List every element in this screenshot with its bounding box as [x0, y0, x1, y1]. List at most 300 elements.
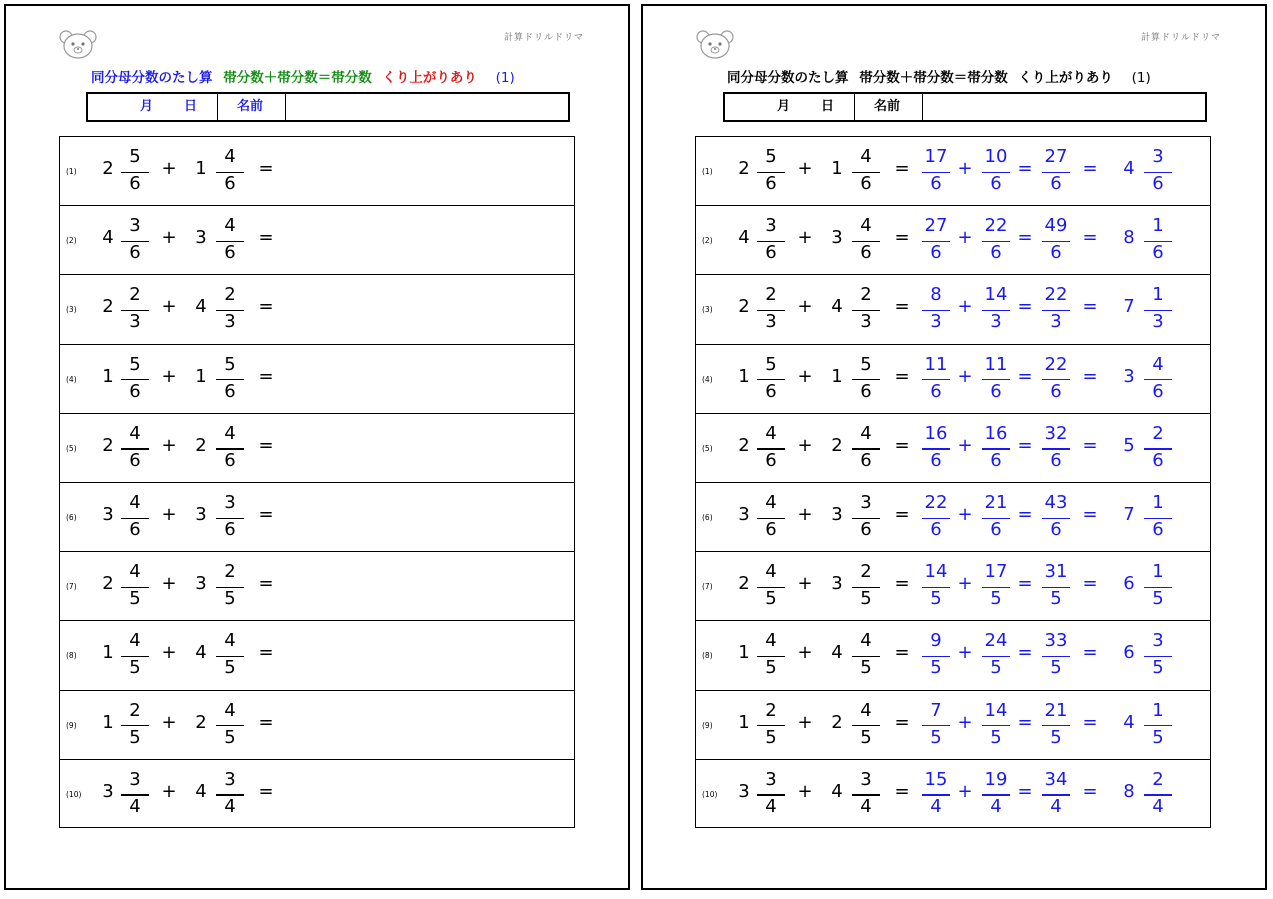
first-fraction-numerator: 4: [129, 561, 141, 583]
first-fraction-numerator: 4: [765, 492, 777, 513]
second-fraction-numerator: 4: [224, 146, 236, 167]
answer-fraction-denominator: 5: [1152, 726, 1164, 748]
second-whole-number: 2: [831, 434, 843, 456]
improper-second-numerator: 16: [984, 422, 1008, 444]
improper-sum-denominator: 4: [1050, 795, 1062, 817]
problem-number: (4): [66, 374, 77, 384]
problem-row: [696, 275, 1210, 344]
second-whole-number: 3: [195, 573, 207, 595]
problem-number: (1): [66, 167, 77, 176]
first-fraction-denominator: 5: [765, 588, 777, 610]
problem-grid: [59, 136, 575, 828]
answer-equals-sign: =: [1017, 780, 1033, 802]
answer-fraction-denominator: 6: [1152, 449, 1164, 471]
plus-sign: +: [161, 365, 177, 387]
first-fraction-numerator: 5: [129, 353, 141, 375]
problem-row: [696, 345, 1210, 414]
plus-sign: +: [161, 642, 177, 664]
improper-sum-denominator: 3: [1050, 311, 1062, 333]
first-fraction-denominator: 5: [129, 588, 141, 610]
answer-fraction-numerator: 3: [1152, 630, 1164, 652]
problem-row: [696, 414, 1210, 483]
plus-sign: +: [797, 504, 813, 525]
answer-plus-sign: +: [957, 158, 973, 179]
first-whole-number: 4: [738, 227, 750, 249]
first-fraction-denominator: 5: [765, 657, 777, 679]
equals-sign: =: [894, 158, 910, 179]
answer-fraction-denominator: 6: [1152, 173, 1164, 194]
improper-first-numerator: 14: [924, 561, 948, 583]
first-fraction-denominator: 6: [765, 519, 777, 540]
answer-fraction-denominator: 3: [1152, 311, 1164, 333]
problem-row: [696, 137, 1210, 206]
first-whole-number: 1: [738, 642, 750, 664]
second-whole-number: 2: [195, 434, 207, 456]
second-fraction-denominator: 6: [224, 173, 236, 194]
final-equals-sign: =: [1082, 434, 1098, 456]
first-fraction-denominator: 4: [129, 795, 141, 817]
answer-fraction-numerator: 2: [1152, 768, 1164, 790]
second-fraction-denominator: 3: [860, 311, 872, 333]
month-label: 月: [777, 99, 791, 114]
problem-row: [60, 345, 574, 414]
problem-row: [696, 621, 1210, 690]
answer-whole-number: 4: [1123, 158, 1135, 179]
second-fraction-denominator: 3: [224, 311, 236, 333]
first-fraction-numerator: 5: [129, 146, 141, 167]
first-whole-number: 2: [102, 434, 114, 456]
improper-first-denominator: 5: [930, 657, 942, 679]
plus-sign: +: [797, 227, 813, 249]
problem-row: [60, 275, 574, 344]
second-fraction-denominator: 6: [224, 449, 236, 471]
first-whole-number: 2: [102, 296, 114, 318]
answer-whole-number: 6: [1123, 642, 1135, 664]
first-fraction-denominator: 5: [129, 657, 141, 679]
problem-row: [696, 691, 1210, 760]
second-fraction-denominator: 5: [860, 588, 872, 610]
second-fraction-denominator: 6: [860, 449, 872, 471]
second-whole-number: 4: [831, 642, 843, 664]
second-fraction-numerator: 4: [860, 215, 872, 237]
second-fraction-denominator: 5: [860, 657, 872, 679]
first-whole-number: 1: [102, 711, 114, 733]
plus-sign: +: [797, 780, 813, 802]
second-fraction-denominator: 6: [860, 380, 872, 402]
second-fraction-numerator: 3: [860, 768, 872, 790]
improper-sum-denominator: 5: [1050, 726, 1062, 748]
first-fraction-denominator: 5: [129, 726, 141, 748]
plus-sign: +: [797, 158, 813, 179]
plus-sign: +: [797, 365, 813, 387]
first-whole-number: 1: [738, 365, 750, 387]
problem-number: (5): [702, 443, 713, 453]
second-fraction-numerator: 4: [224, 422, 236, 444]
first-whole-number: 1: [102, 365, 114, 387]
first-fraction-numerator: 4: [765, 630, 777, 652]
second-fraction-numerator: 2: [224, 284, 236, 306]
problem-row: [696, 760, 1210, 829]
second-fraction-denominator: 5: [224, 726, 236, 748]
equals-sign: =: [258, 780, 274, 802]
answer-plus-sign: +: [957, 296, 973, 318]
plus-sign: +: [797, 711, 813, 733]
improper-first-numerator: 27: [924, 215, 948, 237]
second-fraction-numerator: 4: [860, 699, 872, 721]
second-fraction-denominator: 5: [224, 657, 236, 679]
plus-sign: +: [797, 434, 813, 456]
final-equals-sign: =: [1082, 296, 1098, 318]
answer-plus-sign: +: [957, 504, 973, 525]
problem-number: (3): [66, 305, 77, 315]
first-fraction-denominator: 6: [129, 449, 141, 471]
improper-sum-denominator: 6: [1050, 173, 1062, 194]
problem-number: (8): [702, 651, 713, 661]
improper-second-denominator: 6: [990, 173, 1002, 194]
improper-second-denominator: 5: [990, 588, 1002, 610]
second-whole-number: 1: [831, 158, 843, 179]
title-form: 帯分数＋帯分数＝帯分数: [223, 70, 372, 86]
answer-fraction-denominator: 5: [1152, 657, 1164, 679]
problem-number: (7): [702, 582, 713, 592]
equals-sign: =: [258, 158, 274, 179]
first-fraction-numerator: 3: [765, 768, 777, 790]
brand-label: 計算ドリルドリマ: [504, 33, 584, 43]
second-fraction-numerator: 4: [860, 422, 872, 444]
problem-row: [60, 760, 574, 829]
problem-row: [60, 414, 574, 483]
problem-number: (8): [66, 651, 77, 661]
first-fraction-denominator: 6: [765, 173, 777, 194]
second-fraction-numerator: 4: [860, 146, 872, 167]
problem-row: [60, 552, 574, 621]
first-fraction-numerator: 4: [129, 492, 141, 513]
answer-grid: [695, 136, 1211, 828]
first-fraction-numerator: 3: [765, 215, 777, 237]
answer-sheet: [641, 4, 1267, 890]
problem-row: [60, 483, 574, 552]
first-fraction-numerator: 2: [765, 699, 777, 721]
second-fraction-numerator: 2: [224, 561, 236, 583]
improper-second-numerator: 10: [984, 146, 1008, 167]
improper-second-denominator: 5: [990, 657, 1002, 679]
answer-whole-number: 6: [1123, 573, 1135, 595]
day-label: 日: [821, 99, 835, 114]
problem-row: [60, 137, 574, 206]
equals-sign: =: [258, 296, 274, 318]
first-fraction-numerator: 2: [765, 284, 777, 306]
improper-sum-numerator: 33: [1044, 630, 1068, 652]
month-label: 月: [140, 99, 154, 114]
first-whole-number: 4: [102, 227, 114, 249]
equals-sign: =: [258, 227, 274, 249]
equals-sign: =: [894, 780, 910, 802]
improper-first-numerator: 15: [924, 768, 948, 790]
answer-equals-sign: =: [1017, 296, 1033, 318]
question-sheet: [4, 4, 630, 890]
improper-first-numerator: 11: [924, 353, 948, 375]
problem-number: (3): [702, 305, 713, 315]
improper-second-denominator: 6: [990, 242, 1002, 264]
problem-number: (9): [702, 720, 713, 730]
first-fraction-denominator: 6: [765, 242, 777, 264]
second-fraction-numerator: 3: [860, 492, 872, 513]
final-equals-sign: =: [1082, 504, 1098, 525]
equals-sign: =: [894, 642, 910, 664]
plus-sign: +: [161, 158, 177, 179]
improper-sum-denominator: 5: [1050, 657, 1062, 679]
problem-number: (7): [66, 582, 77, 592]
answer-plus-sign: +: [957, 573, 973, 595]
first-fraction-denominator: 3: [129, 311, 141, 333]
improper-first-numerator: 16: [924, 422, 948, 444]
first-fraction-denominator: 6: [129, 173, 141, 194]
second-whole-number: 4: [195, 642, 207, 664]
answer-plus-sign: +: [957, 227, 973, 249]
name-date-box: [723, 92, 1207, 122]
improper-sum-numerator: 32: [1044, 422, 1068, 444]
second-fraction-denominator: 6: [224, 380, 236, 402]
final-equals-sign: =: [1082, 711, 1098, 733]
day-label: 日: [184, 99, 198, 114]
improper-second-numerator: 22: [984, 215, 1008, 237]
answer-fraction-numerator: 3: [1152, 146, 1164, 167]
improper-second-numerator: 14: [984, 284, 1008, 306]
second-fraction-denominator: 6: [224, 242, 236, 264]
improper-sum-denominator: 5: [1050, 588, 1062, 610]
name-label: 名前: [874, 99, 901, 114]
answer-equals-sign: =: [1017, 504, 1033, 525]
problem-number: (9): [66, 720, 77, 730]
first-fraction-denominator: 6: [765, 380, 777, 402]
improper-second-numerator: 17: [984, 561, 1008, 583]
second-whole-number: 3: [195, 504, 207, 525]
improper-first-numerator: 8: [930, 284, 942, 306]
second-fraction-numerator: 5: [860, 353, 872, 375]
improper-second-denominator: 6: [990, 449, 1002, 471]
final-equals-sign: =: [1082, 227, 1098, 249]
problem-number: (2): [702, 236, 713, 246]
first-whole-number: 2: [738, 573, 750, 595]
final-equals-sign: =: [1082, 365, 1098, 387]
second-whole-number: 3: [195, 227, 207, 249]
second-whole-number: 3: [831, 504, 843, 525]
second-whole-number: 4: [831, 780, 843, 802]
first-fraction-numerator: 3: [129, 768, 141, 790]
first-fraction-denominator: 6: [129, 242, 141, 264]
title-carry: くり上がりあり: [1018, 70, 1113, 86]
first-whole-number: 2: [102, 573, 114, 595]
answer-fraction-numerator: 1: [1152, 561, 1164, 583]
second-fraction-denominator: 6: [224, 519, 236, 540]
title-number: (1): [495, 70, 515, 86]
second-fraction-denominator: 5: [224, 588, 236, 610]
answer-whole-number: 4: [1123, 711, 1135, 733]
second-whole-number: 3: [831, 573, 843, 595]
answer-fraction-denominator: 6: [1152, 519, 1164, 540]
answer-fraction-numerator: 2: [1152, 422, 1164, 444]
second-fraction-denominator: 6: [860, 242, 872, 264]
second-fraction-numerator: 4: [224, 215, 236, 237]
answer-fraction-denominator: 6: [1152, 242, 1164, 264]
first-fraction-numerator: 4: [129, 630, 141, 652]
equals-sign: =: [894, 711, 910, 733]
problem-row: [696, 552, 1210, 621]
improper-sum-numerator: 22: [1044, 284, 1068, 306]
plus-sign: +: [797, 296, 813, 318]
plus-sign: +: [161, 573, 177, 595]
equals-sign: =: [258, 573, 274, 595]
first-whole-number: 2: [738, 158, 750, 179]
answer-fraction-numerator: 1: [1152, 215, 1164, 237]
improper-first-denominator: 5: [930, 588, 942, 610]
first-fraction-numerator: 5: [765, 146, 777, 167]
improper-first-denominator: 3: [930, 311, 942, 333]
improper-sum-numerator: 21: [1044, 699, 1068, 721]
first-fraction-denominator: 6: [129, 519, 141, 540]
equals-sign: =: [894, 227, 910, 249]
problem-number: (6): [702, 513, 713, 522]
improper-first-denominator: 6: [930, 173, 942, 194]
problem-number: (1): [702, 167, 713, 176]
plus-sign: +: [161, 504, 177, 525]
first-fraction-numerator: 4: [765, 561, 777, 583]
equals-sign: =: [258, 711, 274, 733]
answer-whole-number: 8: [1123, 227, 1135, 249]
improper-sum-numerator: 34: [1044, 768, 1068, 790]
plus-sign: +: [161, 711, 177, 733]
first-fraction-numerator: 3: [129, 215, 141, 237]
final-equals-sign: =: [1082, 780, 1098, 802]
plus-sign: +: [797, 573, 813, 595]
improper-first-denominator: 5: [930, 726, 942, 748]
answer-whole-number: 5: [1123, 434, 1135, 456]
problem-number: (2): [66, 236, 77, 246]
second-fraction-denominator: 6: [860, 173, 872, 194]
worksheet-title: [91, 66, 515, 86]
plus-sign: +: [797, 642, 813, 664]
problem-row: [696, 483, 1210, 552]
improper-sum-denominator: 6: [1050, 380, 1062, 402]
answer-fraction-numerator: 4: [1152, 353, 1164, 375]
improper-second-numerator: 19: [984, 768, 1008, 790]
plus-sign: +: [161, 296, 177, 318]
second-fraction-denominator: 5: [860, 726, 872, 748]
equals-sign: =: [258, 434, 274, 456]
second-whole-number: 2: [831, 711, 843, 733]
improper-first-numerator: 9: [930, 630, 942, 652]
improper-second-denominator: 6: [990, 519, 1002, 540]
plus-sign: +: [161, 434, 177, 456]
problem-number: (10): [66, 789, 82, 799]
first-whole-number: 3: [102, 780, 114, 802]
second-fraction-numerator: 5: [224, 353, 236, 375]
second-fraction-numerator: 3: [224, 492, 236, 513]
improper-sum-numerator: 27: [1044, 146, 1068, 167]
equals-sign: =: [258, 365, 274, 387]
brand-label: 計算ドリルドリマ: [1141, 33, 1221, 43]
improper-sum-denominator: 6: [1050, 449, 1062, 471]
answer-whole-number: 3: [1123, 365, 1135, 387]
second-whole-number: 2: [195, 711, 207, 733]
problem-row: [60, 621, 574, 690]
second-whole-number: 4: [195, 780, 207, 802]
first-fraction-denominator: 6: [765, 449, 777, 471]
answer-plus-sign: +: [957, 711, 973, 733]
improper-first-denominator: 6: [930, 380, 942, 402]
answer-whole-number: 7: [1123, 296, 1135, 318]
improper-first-numerator: 17: [924, 146, 948, 167]
first-fraction-denominator: 6: [129, 380, 141, 402]
improper-first-numerator: 22: [924, 492, 948, 513]
second-whole-number: 4: [831, 296, 843, 318]
second-fraction-numerator: 2: [860, 561, 872, 583]
second-fraction-denominator: 4: [860, 795, 872, 817]
improper-sum-numerator: 43: [1044, 492, 1068, 513]
second-whole-number: 1: [195, 158, 207, 179]
second-whole-number: 1: [195, 365, 207, 387]
answer-fraction-denominator: 5: [1152, 588, 1164, 610]
equals-sign: =: [894, 296, 910, 318]
improper-sum-numerator: 49: [1044, 215, 1068, 237]
improper-first-denominator: 6: [930, 449, 942, 471]
improper-first-denominator: 4: [930, 795, 942, 817]
improper-second-denominator: 4: [990, 795, 1002, 817]
second-fraction-numerator: 4: [860, 630, 872, 652]
problem-row: [60, 206, 574, 275]
answer-plus-sign: +: [957, 434, 973, 456]
final-equals-sign: =: [1082, 573, 1098, 595]
second-whole-number: 3: [831, 227, 843, 249]
answer-equals-sign: =: [1017, 711, 1033, 733]
second-whole-number: 4: [195, 296, 207, 318]
first-whole-number: 3: [738, 780, 750, 802]
title-carry: くり上がりあり: [382, 70, 477, 86]
first-fraction-denominator: 4: [765, 795, 777, 817]
second-fraction-denominator: 6: [860, 519, 872, 540]
first-fraction-numerator: 2: [129, 284, 141, 306]
equals-sign: =: [894, 504, 910, 525]
title-form: 帯分数＋帯分数＝帯分数: [859, 70, 1008, 86]
answer-equals-sign: =: [1017, 434, 1033, 456]
first-whole-number: 2: [738, 434, 750, 456]
second-fraction-numerator: 4: [224, 630, 236, 652]
first-fraction-numerator: 4: [765, 422, 777, 444]
second-fraction-numerator: 2: [860, 284, 872, 306]
answer-equals-sign: =: [1017, 158, 1033, 179]
first-fraction-denominator: 3: [765, 311, 777, 333]
first-fraction-numerator: 4: [129, 422, 141, 444]
name-date-box: [86, 92, 570, 122]
equals-sign: =: [894, 434, 910, 456]
improper-sum-denominator: 6: [1050, 519, 1062, 540]
second-fraction-numerator: 3: [224, 768, 236, 790]
answer-plus-sign: +: [957, 365, 973, 387]
first-fraction-numerator: 5: [765, 353, 777, 375]
problem-number: (10): [702, 789, 718, 799]
answer-fraction-numerator: 1: [1152, 284, 1164, 306]
problem-number: (4): [702, 374, 713, 384]
first-whole-number: 1: [738, 711, 750, 733]
answer-fraction-denominator: 6: [1152, 380, 1164, 402]
answer-fraction-denominator: 4: [1152, 795, 1164, 817]
improper-sum-numerator: 31: [1044, 561, 1068, 583]
first-whole-number: 2: [102, 158, 114, 179]
problem-number: (5): [66, 443, 77, 453]
improper-second-denominator: 3: [990, 311, 1002, 333]
first-whole-number: 1: [102, 642, 114, 664]
answer-equals-sign: =: [1017, 365, 1033, 387]
